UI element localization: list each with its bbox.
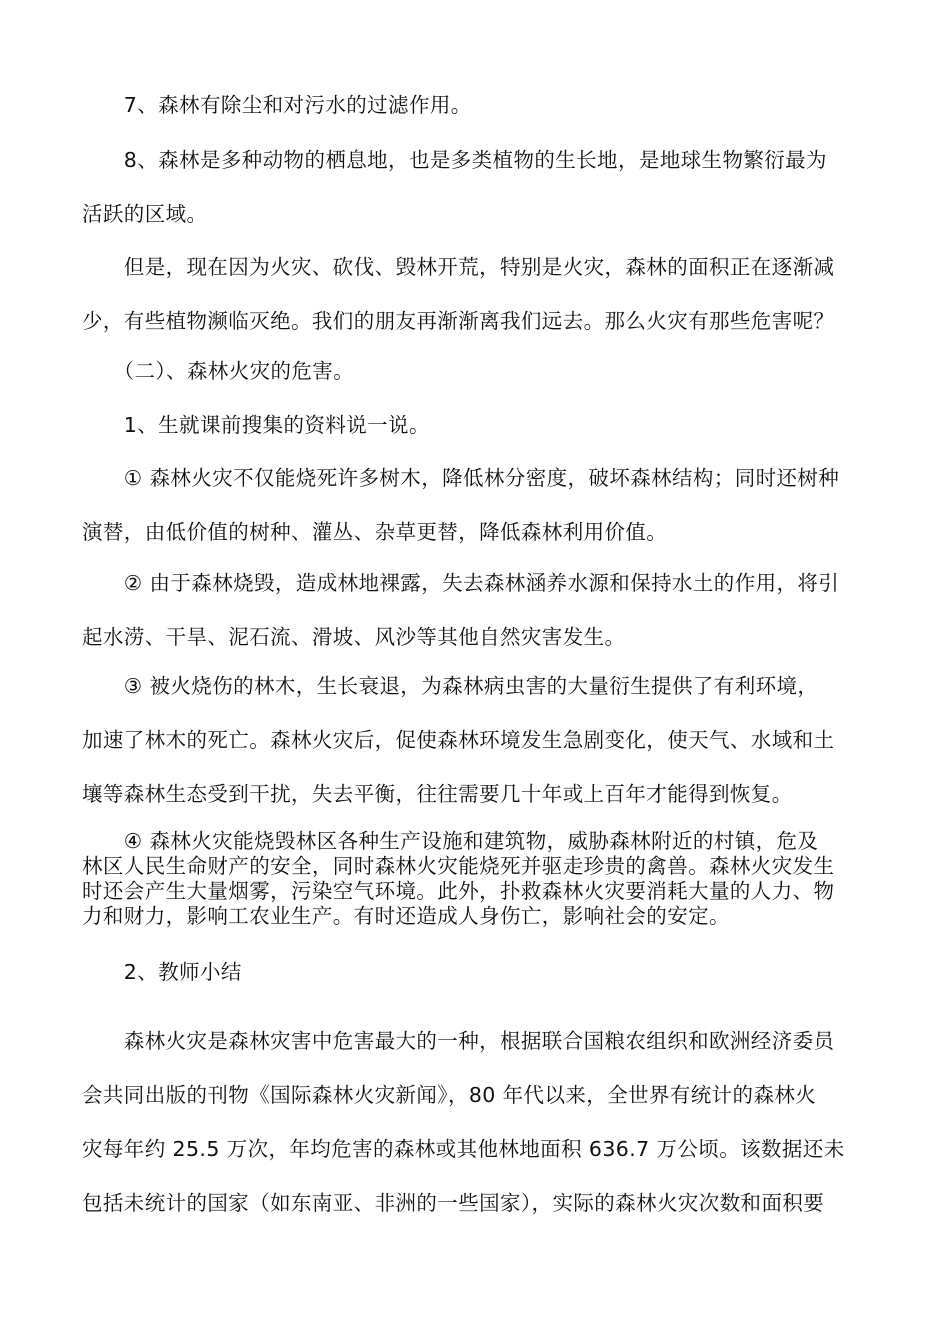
paragraph-forest-filtration: [82, 78, 912, 132]
section-heading-fire-hazards: [82, 344, 912, 398]
text-line: 起水涝、干旱、泥石流、滑坡、风沙等其他自然灾害发生。: [82, 625, 626, 649]
section-heading-teacher-summary: [82, 945, 912, 999]
text-line: 加速了林木的死亡。森林火灾后，促使森林环境发生急剧变化，使天气、水域和土: [82, 728, 835, 752]
paragraph-forest-habitat: [82, 133, 912, 241]
paragraph-student-discussion: [82, 398, 912, 452]
text-line: ① 森林火灾不仅能烧死许多树木，降低林分密度，破坏森林结构；同时还树种: [82, 466, 840, 490]
text-line: 包括未统计的国家（如东南亚、非洲的一些国家），实际的森林火灾次数和面积要: [82, 1191, 825, 1215]
text-line: 灾每年约 25.5 万次，年均危害的森林或其他林地面积 636.7 万公顷。该数据还未: [82, 1137, 845, 1161]
text-line: ④ 森林火灾能烧毁林区各种生产设施和建筑物，威胁森林附近的村镇，危及: [82, 829, 819, 853]
paragraph-hazard-1: [82, 451, 912, 559]
text-line: 8、森林是多种动物的栖息地，也是多类植物的生长地，是地球生物繁衍最为: [82, 148, 827, 172]
text-line: 壤等森林生态受到干扰，失去平衡，往往需要几十年或上百年才能得到恢复。: [82, 782, 793, 806]
text-line: 活跃的区域。: [82, 202, 208, 226]
paragraph-hazard-3: [82, 659, 912, 821]
text-line: 时还会产生大量烟雾，污染空气环境。此外，扑救森林火灾要消耗大量的人力、物: [82, 879, 835, 903]
text-line: 森林火灾是森林灾害中危害最大的一种，根据联合国粮农组织和欧洲经济委员: [82, 1029, 835, 1053]
text-line: 会共同出版的刊物《国际森林火灾新闻》，80 年代以来，全世界有统计的森林火: [82, 1083, 817, 1107]
text-line: 力和财力，影响工农业生产。有时还造成人身伤亡，影响社会的安定。: [82, 904, 730, 928]
paragraph-forest-decline: [82, 240, 912, 348]
text-line: 但是，现在因为火灾、砍伐、毁林开荒，特别是火灾，森林的面积正在逐渐减: [82, 255, 835, 279]
paragraph-summary: [82, 1014, 912, 1230]
text-line: （二）、森林火灾的危害。: [82, 359, 355, 383]
text-line: 1、生就课前搜集的资料说一说。: [82, 413, 430, 437]
paragraph-hazard-4: [82, 829, 912, 929]
text-line: 少，有些植物濒临灭绝。我们的朋友再渐渐离我们远去。那么火灾有那些危害呢？: [82, 309, 835, 333]
paragraph-hazard-2: [82, 556, 912, 664]
text-line: 林区人民生命财产的安全，同时森林火灾能烧死并驱走珍贵的禽兽。森林火灾发生: [82, 854, 835, 878]
text-line: 7、森林有除尘和对污水的过滤作用。: [82, 93, 472, 117]
text-line: 2、教师小结: [82, 960, 242, 984]
text-line: ③ 被火烧伤的林木，生长衰退，为森林病虫害的大量衍生提供了有利环境，: [82, 674, 819, 698]
text-line: ② 由于森林烧毁，造成林地裸露，失去森林涵养水源和保持水土的作用，将引: [82, 571, 840, 595]
text-line: 演替，由低价值的树种、灌丛、杂草更替，降低森林利用价值。: [82, 520, 668, 544]
